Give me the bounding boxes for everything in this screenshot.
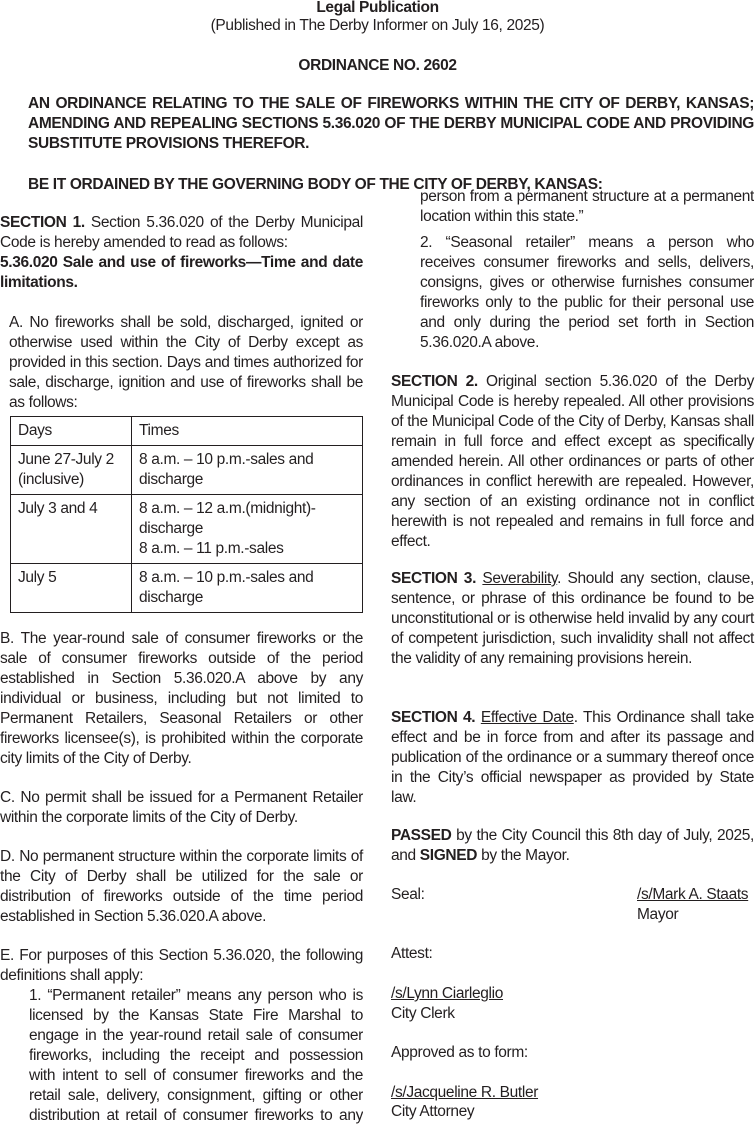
section-4-text: This Ordinance shall take effect and be in force from and after its passage and publication of the ordinance or a summary thereof once in the City’s official newspaper as provided by State law. bbox=[391, 709, 754, 806]
approved-label: Approved as to form: bbox=[391, 1044, 528, 1061]
table-row bbox=[11, 564, 363, 613]
table-cell-days: June 27-July 2 (inclusive) bbox=[11, 446, 132, 495]
table-header-times: Times bbox=[132, 417, 363, 446]
definition-2: 2. “Seasonal retailer” means a person who receives consumer fireworks and sells, delivers, consigns, gives or otherwise furnishes consumer fireworks only to the public for their personal use and only during the period set forth in Section 5.36.020.A above. bbox=[420, 234, 754, 351]
paragraph-d: D. No permanent structure within the corporate limits of the City of Derby shall be utilized for the sale or distribution of fireworks outside of the time period established in Section 5.36.020.A above. bbox=[0, 848, 363, 925]
table-cell-days: July 3 and 4 bbox=[11, 495, 132, 564]
passed-text: by the City Council this 8th day of July, 2025, and bbox=[391, 827, 754, 864]
section-3: SECTION 3. Severability. Should any section, clause, sentence, or phrase of this ordinance be found to be unconstitutional or is otherwise held invalid by any court of competent jurisdiction, such invalidity shall not affect the validity of any remaining provisions herein. bbox=[391, 570, 754, 667]
definition-1-start: 1. “Permanent retailer” means any person who is licensed by the Kansas State Fire Marshal to engage in the year-round retail sale of consumer fireworks, including the receipt and possession with intent to sell of consumer fireworks and the retail sale, delivery, consignment, gifting or other distribution at retail of consumer fireworks to any bbox=[29, 987, 363, 1124]
section-4-title: Effective Date bbox=[480, 709, 574, 726]
table-cell-times-line: 8 a.m. – 11 p.m.-sales bbox=[139, 540, 284, 557]
table-cell-days: July 5 bbox=[11, 564, 132, 613]
passed-word: PASSED bbox=[391, 827, 452, 844]
ordinance-number: ORDINANCE NO. 2602 bbox=[298, 57, 457, 74]
publication-title: Legal Publication bbox=[316, 0, 439, 16]
signed-text: by the Mayor. bbox=[481, 847, 570, 864]
table-cell-times: 8 a.m. – 10 p.m.-sales and discharge bbox=[132, 564, 363, 613]
section-1-label: SECTION 1. bbox=[0, 214, 85, 231]
section-2 bbox=[391, 372, 754, 552]
table-header-days: Days bbox=[11, 417, 132, 446]
table-cell-times: 8 a.m. – 10 p.m.-sales and discharge bbox=[132, 446, 363, 495]
clerk-title: City Clerk bbox=[391, 1005, 455, 1022]
clerk-signature: /s/Lynn Ciarleglio bbox=[391, 985, 504, 1002]
table-row bbox=[11, 495, 363, 564]
table-cell-times bbox=[132, 495, 363, 564]
passed-clause bbox=[391, 826, 754, 866]
section-4-label: SECTION 4. bbox=[391, 709, 476, 726]
attorney-signature: /s/Jacqueline R. Butler bbox=[391, 1084, 539, 1101]
ordinance-title: AN ORDINANCE RELATING TO THE SALE OF FIREWORKS WITHIN THE CITY OF DERBY, KANSAS; AMENDING AND REPEALING SECTIONS 5.36.020 OF THE DERBY MUNICIPAL CODE AND PROVIDING SUBSTITUTE PROVISIONS THEREFOR. bbox=[28, 95, 754, 152]
paragraph-b: B. The year-round sale of consumer fireworks or the sale of consumer fireworks outside of the period established in Section 5.36.020.A above by any individual or business, including but not limited to Permanent Retailers, Seasonal Retailers or other fireworks licensee(s), is prohibited within the corporate city limits of the City of Derby. bbox=[0, 630, 363, 767]
table-cell-times-line: 8 a.m. – 12 a.m.(midnight)-discharge bbox=[139, 500, 316, 537]
section-1-intro bbox=[0, 213, 363, 253]
paragraph-a: A. No fireworks shall be sold, discharged, ignited or otherwise used within the City of Derby except as provided in this section. Days and times authorized for sale, discharge, ignition and use of fireworks shall be as follows: bbox=[9, 314, 363, 411]
fireworks-schedule-table bbox=[10, 416, 363, 613]
definition-1-continued-text: person from a permanent structure at a permanent location within this state.” bbox=[420, 188, 754, 225]
section-4: SECTION 4. Effective Date. This Ordinance shall take effect and be in force from and after its passage and publication of the ordinance or a summary thereof once in the City’s official newspaper as provided by State law. bbox=[391, 709, 754, 806]
mayor-signature: /s/Mark A. Staats bbox=[637, 886, 749, 903]
attorney-title: City Attorney bbox=[391, 1103, 475, 1120]
table-header-row bbox=[11, 417, 363, 446]
ordained-clause: BE IT ORDAINED BY THE GOVERNING BODY OF THE CITY OF DERBY, KANSAS: bbox=[28, 176, 603, 193]
section-3-title: Severability bbox=[482, 570, 558, 587]
seal-label: Seal: bbox=[391, 886, 425, 903]
section-1-intro-text: Section 5.36.020 of the Derby Municipal Code is hereby amended to read as follows: bbox=[0, 214, 363, 251]
section-2-label: SECTION 2. bbox=[391, 373, 478, 390]
paragraph-c: C. No permit shall be issued for a Permanent Retailer within the corporate limits of the City of Derby. bbox=[0, 789, 363, 826]
section-3-text: Should any section, clause, sentence, or phrase of this ordinance be found to be unconstitutional or is otherwise held invalid by any court of competent jurisdiction, such invalidity shall not affect the validity of any remaining provisions herein. bbox=[391, 570, 754, 667]
table-row bbox=[11, 446, 363, 495]
mayor-title: Mayor bbox=[637, 906, 679, 923]
code-section-heading: 5.36.020 Sale and use of fireworks—Time and date limitations. bbox=[0, 254, 363, 291]
section-3-label: SECTION 3. bbox=[391, 570, 477, 587]
section-2-text: Original section 5.36.020 of the Derby Municipal Code is hereby repealed. All other provisions of the Municipal Code of the City of Derby, Kansas shall remain in full force and effect except as specifically amended herein. All other ordinances or parts of other ordinances in conflict herewith are repealed. However, any section of an existing ordinance not in conflict herewith is not repealed and remains in full force and effect. bbox=[391, 373, 754, 550]
publication-date: (Published in The Derby Informer on July 16, 2025) bbox=[210, 17, 545, 34]
signed-word: SIGNED bbox=[419, 847, 478, 864]
paragraph-e: E. For purposes of this Section 5.36.020, the following definitions shall apply: bbox=[0, 947, 363, 984]
attest-label: Attest: bbox=[391, 945, 433, 962]
